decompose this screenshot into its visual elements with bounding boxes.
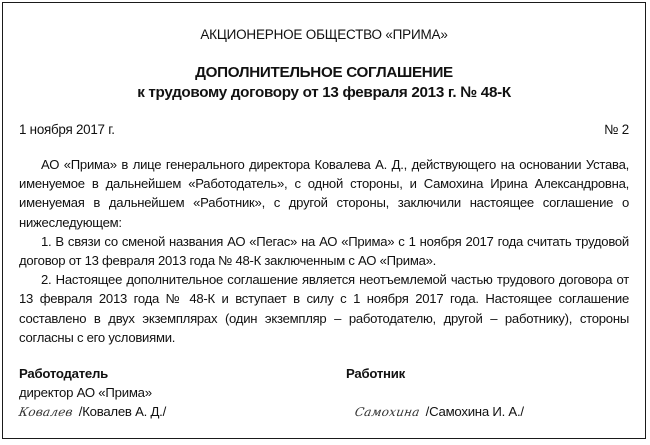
employee-signatory-name: /Самохина И. А./ (425, 404, 524, 419)
agreement-document (2, 2, 646, 439)
document-title-line-2: к трудовому договору от 13 февраля 2013 г. № 48-К (137, 84, 511, 101)
company-name: АКЦИОНЕРНОЕ ОБЩЕСТВО «ПРИМА» (200, 27, 448, 42)
employer-handwritten-signature: Ковалев (17, 405, 75, 419)
employer-signature-line (19, 404, 166, 419)
employee-heading: Работник (346, 366, 405, 381)
employee-signature-line (355, 404, 524, 419)
document-date: 1 ноября 2017 г. (19, 122, 115, 137)
document-title-line-1: ДОПОЛНИТЕЛЬНОЕ СОГЛАШЕНИЕ (195, 64, 453, 81)
employee-handwritten-signature: Самохина (353, 405, 421, 419)
document-number: № 2 (604, 122, 629, 137)
clause-1-paragraph: 1. В связи со сменой названия АО «Пегас» на АО «Прима» с 1 ноября 2017 года считать трудовой договор от 13 февраля 2013 года № 48-К заключенным с АО «Прима». (19, 233, 629, 269)
agreement-body (19, 155, 629, 347)
preamble-paragraph: АО «Прима» в лице генерального директора Ковалева А. Д., действующего на основании Устава, именуемое в дальнейшем «Работодатель», с одной стороны, и Самохина Ирина Александровна, именуемая в дальнейшем «Работник», с другой стороны, заключили настоящее соглашение о нижеследующем: (19, 157, 629, 230)
clause-2-paragraph: 2. Настоящее дополнительное соглашение является неотъемлемой частью трудового договора от 13 февраля 2013 года № 48-К и вступает в силу с 1 ноября 2017 года. Настоящее соглашение составлено в двух экземплярах (один экземпляр – работодателю, другой – работнику), стороны согласны с его условиями. (19, 272, 629, 345)
employer-signature-block (19, 364, 152, 402)
employer-signatory-name: /Ковалев А. Д./ (78, 404, 166, 419)
document-title (3, 63, 645, 103)
employee-signature-block (346, 364, 405, 383)
employer-heading: Работодатель (19, 366, 108, 381)
employer-position: директор АО «Прима» (19, 385, 152, 400)
